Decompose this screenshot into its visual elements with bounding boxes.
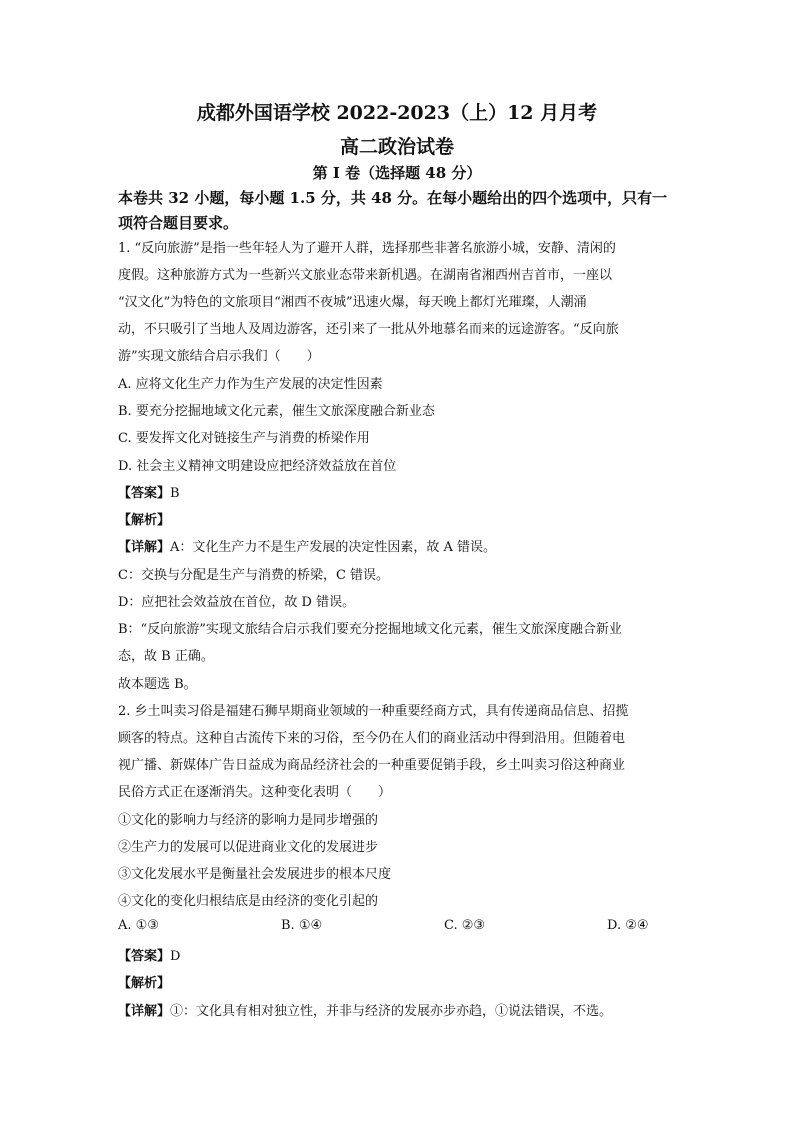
detail-label: 【详解】 — [118, 540, 171, 555]
q2-stem-line: 视广播、新媒体广告日益成为商品经济社会的一种重要促销手段，乡土叫卖习俗这种商业 — [118, 758, 626, 773]
q2-option-c: C. ②③ — [444, 918, 486, 933]
q1-detail-line: 故本题选 B。 — [118, 677, 197, 692]
q1-detail-first — [118, 536, 496, 555]
q1-stem-line: 度假。这种旅游方式为一些新兴文旅业态带来新机遇。在湖南省湘西州吉首市，一座以 — [118, 268, 613, 283]
q2-statement-1: ①文化的影响力与经济的影响力是同步增强的 — [118, 813, 379, 828]
q1-answer — [118, 482, 180, 501]
detail-text: ①：文化具有相对独立性，并非与经济的发展亦步亦趋，①说法错误，不选。 — [170, 1004, 613, 1019]
q1-analysis-label: 【解析】 — [118, 513, 171, 528]
q1-stem-line: 游”实现文旅结合启示我们（ ） — [118, 349, 320, 364]
q2-option-b: B. ①④ — [281, 918, 323, 933]
q1-detail-line: B：“反向旅游”实现文旅结合启示我们要充分挖掘地域文化元素，催生文旅深度融合新业 — [118, 622, 622, 637]
instructions: 本卷共 32 小题，每小题 1.5 分，共 48 分。在每小题给出的四个选项中，只有一项符合题目要求。 — [118, 189, 668, 232]
q1-stem-line: “汉文化”为特色的文旅项目“湘西不夜城”迅速火爆，每天晚上都灯光璀璨，人潮涌 — [118, 295, 587, 310]
q2-option-d: D. ②④ — [607, 918, 649, 933]
q2-stem-line: 民俗方式正在逐渐消失。这种变化表明（ ） — [118, 785, 392, 800]
q1-option-a: A. 应将文化生产力作为生产发展的决定性因素 — [118, 377, 383, 392]
answer-label: 【答案】 — [118, 486, 171, 501]
answer-value: D — [170, 949, 181, 964]
answer-label: 【答案】 — [118, 949, 171, 964]
exam-title: 成都外国语学校 2022-2023（上）12 月月考 — [196, 102, 598, 124]
q2-detail-first — [118, 1000, 612, 1019]
detail-label: 【详解】 — [118, 1004, 171, 1019]
q2-statement-3: ③文化发展水平是衡量社会发展进步的根本尺度 — [118, 867, 392, 882]
q1-detail-line: D：应把社会效益放在首位，故 D 错误。 — [118, 595, 356, 610]
q2-option-a: A. ①③ — [118, 918, 159, 933]
q2-statement-4: ④文化的变化归根结底是由经济的变化引起的 — [118, 894, 379, 909]
section-heading: 第 I 卷（选择题 48 分） — [312, 164, 482, 182]
q1-stem-line: 1. “反向旅游”是指一些年轻人为了避开人群，选择那些非著名旅游小城，安静、清闲的 — [118, 241, 616, 256]
exam-subtitle: 高二政治试卷 — [339, 136, 454, 158]
answer-value: B — [170, 486, 180, 501]
q1-detail-line: 态，故 B 正确。 — [118, 649, 214, 664]
q2-statement-2: ②生产力的发展可以促进商业文化的发展进步 — [118, 840, 379, 855]
q1-detail-line: C：交换与分配是生产与消费的桥梁，C 错误。 — [118, 568, 390, 583]
q2-stem-line: 2. 乡土叫卖习俗是福建石狮早期商业领域的一种重要经商方式，具有传递商品信息、招揽 — [118, 704, 629, 719]
detail-text: A：文化生产力不是生产发展的决定性因素，故 A 错误。 — [170, 540, 497, 555]
q2-stem-line: 顾客的特点。这种自古流传下来的习俗，至今仍在人们的商业活动中得到沿用。但随着电 — [118, 731, 626, 746]
q1-option-c: C. 要发挥文化对链接生产与消费的桥梁作用 — [118, 431, 370, 446]
q2-analysis-label: 【解析】 — [118, 976, 171, 991]
q1-stem-line: 动，不只吸引了当地人及周边游客，还引来了一批从外地慕名而来的远途游客。“反向旅 — [118, 322, 619, 337]
q1-option-d: D. 社会主义精神文明建设应把经济效益放在首位 — [118, 459, 397, 474]
q1-option-b: B. 要充分挖掘地域文化元素，催生文旅深度融合新业态 — [118, 404, 435, 419]
q2-answer — [118, 945, 180, 964]
